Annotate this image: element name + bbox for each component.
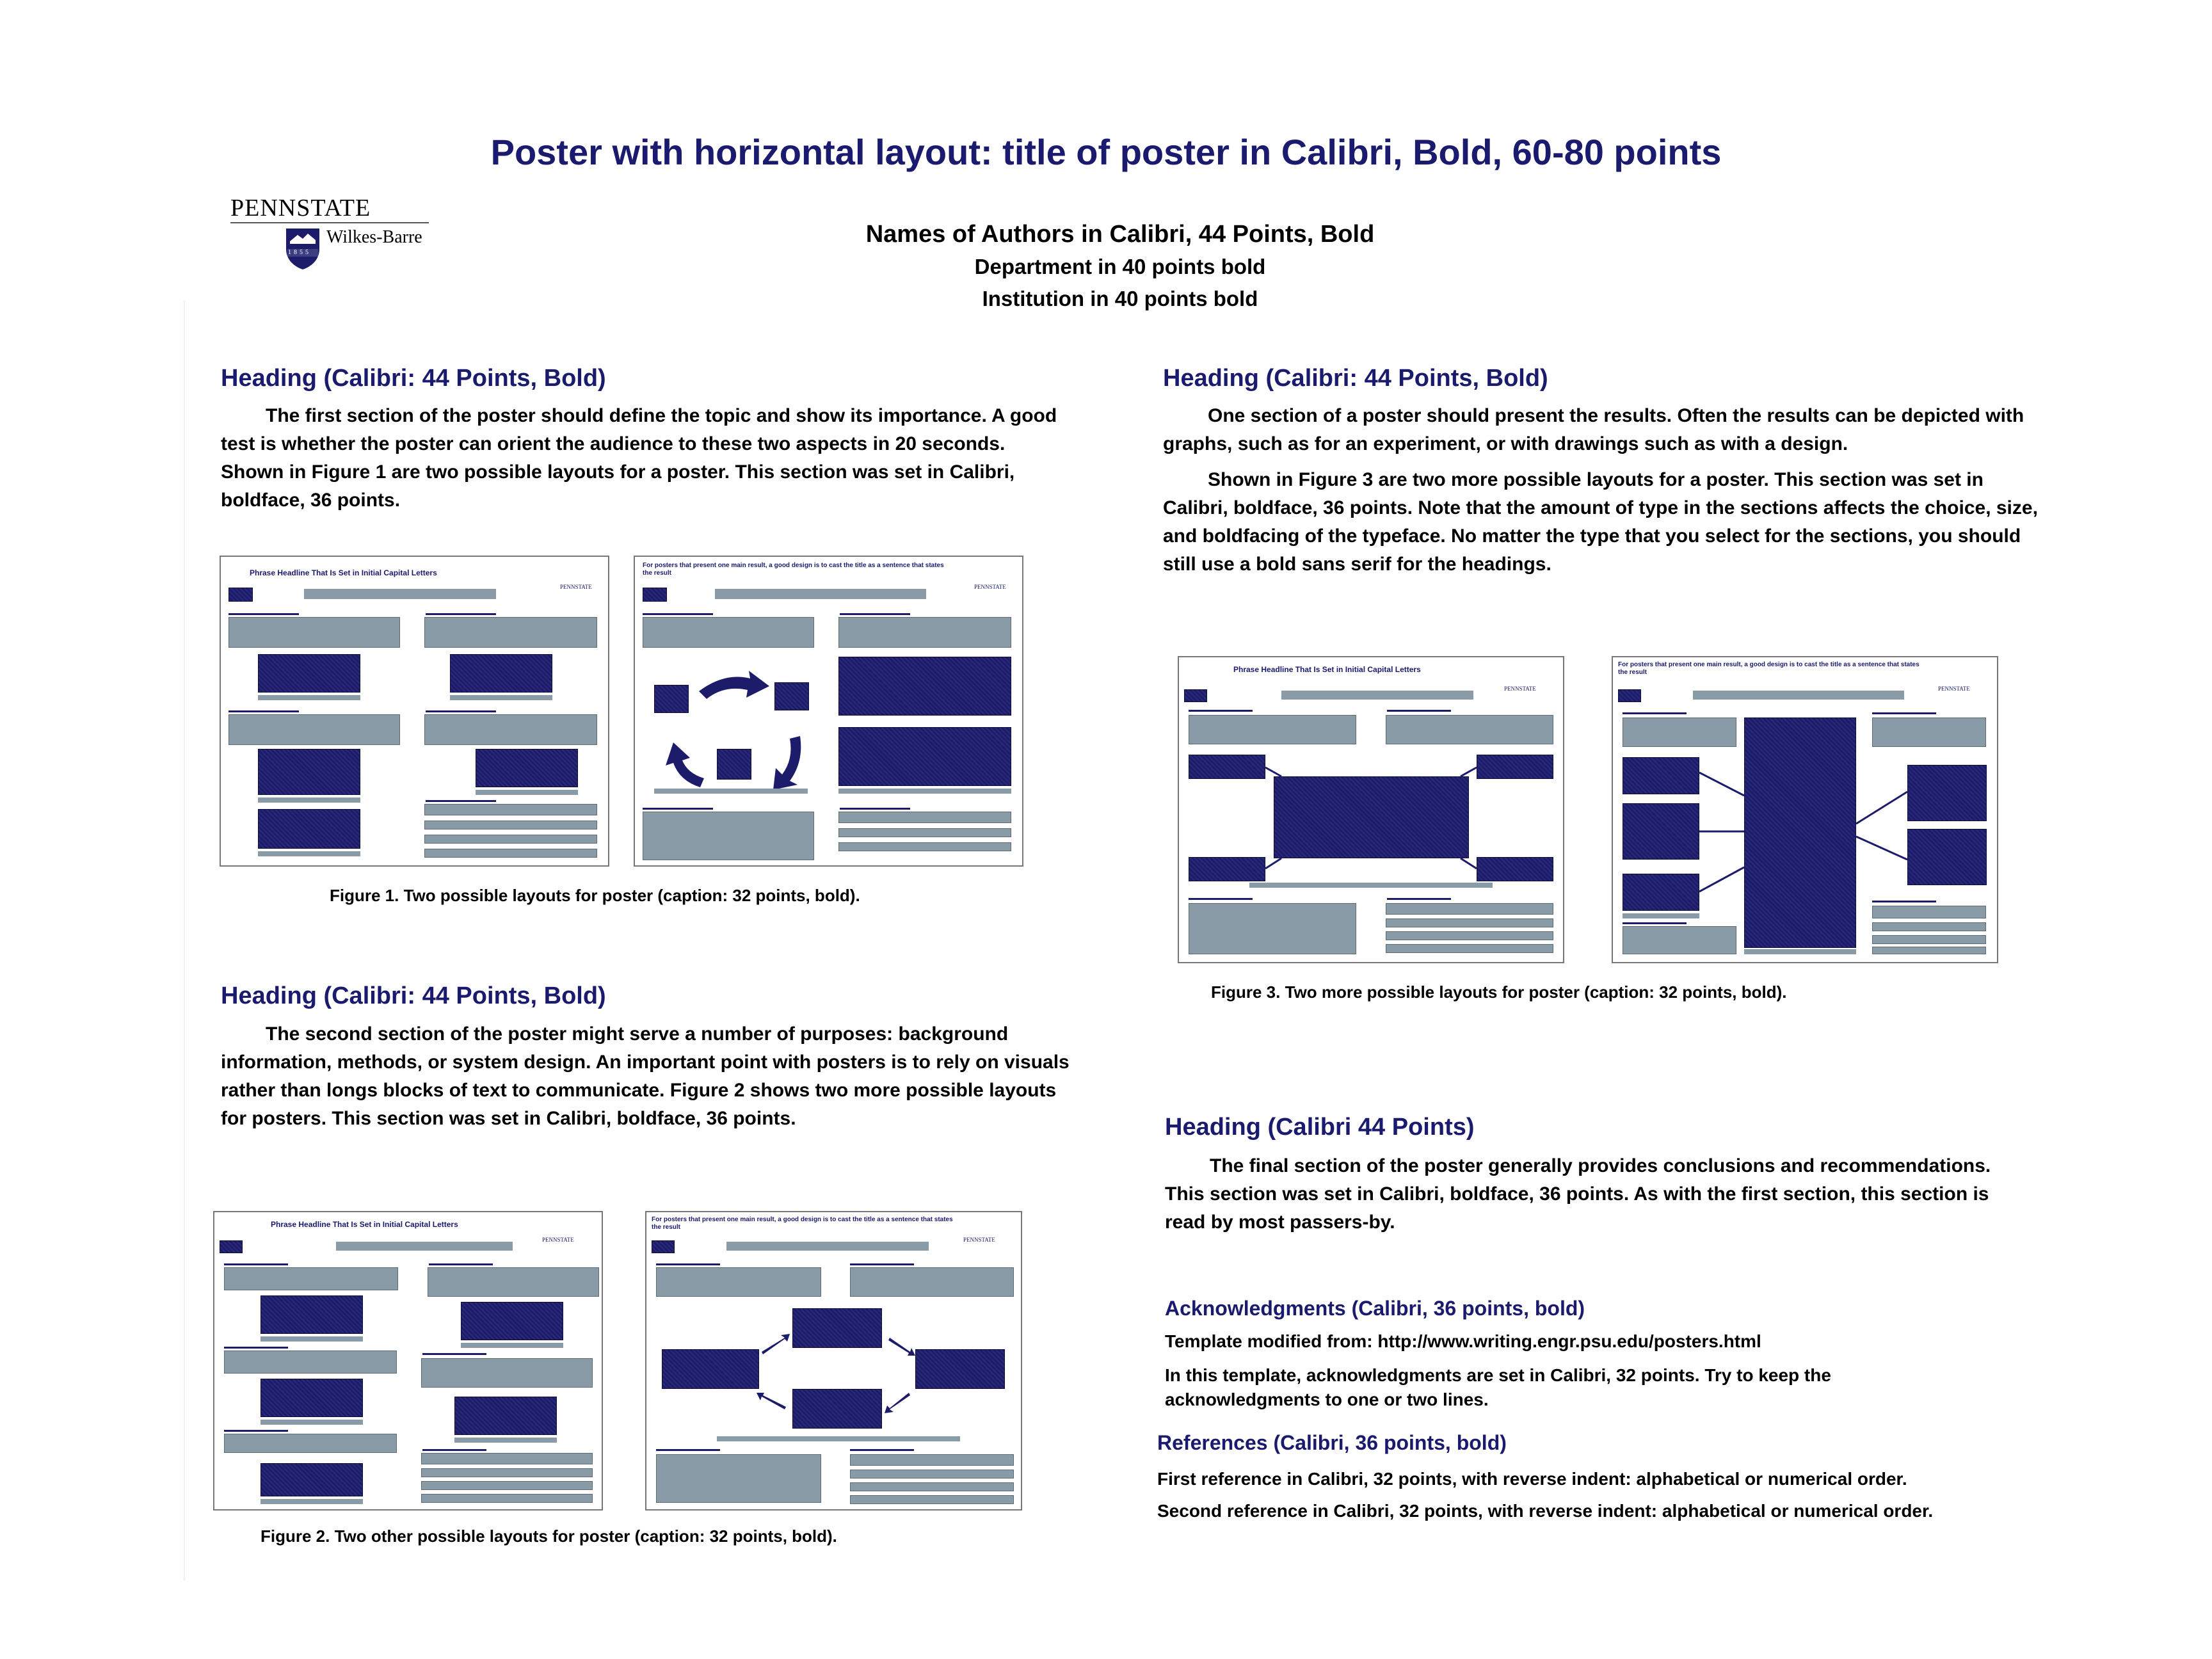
thumb-figure — [838, 727, 1011, 786]
figure2-layout-b — [645, 1211, 1022, 1511]
thumb-logo-box — [643, 588, 667, 602]
figure3-layout-b — [1612, 656, 1998, 963]
thumb-text-block — [838, 812, 1011, 823]
logo-campus: Wilkes-Barre — [326, 227, 422, 247]
thumb-text-block — [1623, 926, 1736, 954]
thumb-text-block — [1872, 717, 1986, 747]
acknowledgments-line1-content: Template modified from: http://www.writing.engr.psu.edu/posters.html — [1165, 1331, 1761, 1351]
thumb-rule — [429, 1263, 493, 1265]
thumb-rule — [1872, 712, 1936, 714]
page-edge-shade — [184, 301, 185, 1581]
thumb-title-bar — [336, 1242, 513, 1251]
thumb-rule — [1189, 898, 1253, 900]
thumb-figure — [476, 749, 578, 787]
department: Department in 40 points bold — [974, 255, 1266, 278]
thumb-headline: Phrase Headline That Is Set in Initial Capital Letters — [271, 1220, 458, 1229]
thumb-text-block — [850, 1470, 1014, 1479]
section3-text2-content: Shown in Figure 3 are two more possible layouts for a poster. This section was set in Calibri, boldface, 36 points. Note that the amount of type in the sections affects the choice, size, and boldfacing of the typeface. No matter the type that you select for the sections, you should still use a bold sans serif for the headings. — [1163, 469, 2038, 575]
thumb-caption — [654, 789, 808, 794]
thumb-caption — [461, 1343, 563, 1348]
thumb-text-block — [838, 828, 1011, 837]
thumb-title-bar — [726, 1242, 929, 1251]
cycle-arrows-icon — [648, 653, 827, 794]
thumb-rule — [422, 1449, 486, 1451]
thumb-text-block — [1386, 715, 1553, 744]
thumb-rule — [1387, 710, 1451, 712]
thumb-text-block — [1386, 931, 1553, 940]
thumb-text-block — [656, 1267, 821, 1297]
thumb-text-block — [850, 1495, 1014, 1504]
thumb-rule — [850, 1449, 914, 1451]
thumb-figure — [258, 654, 360, 693]
thumb-rule — [1387, 898, 1451, 900]
thumb-caption — [1744, 949, 1856, 954]
acknowledgments-line2 — [1165, 1363, 1971, 1412]
thumb-rule — [1623, 712, 1687, 714]
thumb-text-block — [228, 617, 400, 648]
thumb-text-block — [421, 1494, 593, 1503]
thumb-logo: PENNSTATE — [974, 584, 1006, 590]
connector-lines-icon — [1613, 753, 1997, 920]
thumb-caption — [1249, 883, 1493, 888]
thumb-headline: Phrase Headline That Is Set in Initial Capital Letters — [250, 568, 437, 577]
logo-wordmark: PENNSTATE — [230, 195, 371, 221]
thumb-logo-box — [220, 1240, 243, 1253]
thumb-text-block — [424, 804, 597, 815]
section3-text1-content: One section of a poster should present the results. Often the results can be depicted with graphs, such as for an experiment, or with drawings such as with a design. — [1163, 405, 2024, 454]
thumb-figure — [461, 1302, 563, 1340]
thumb-caption — [450, 695, 552, 700]
thumb-figure — [450, 654, 552, 693]
thumb-text-block — [1386, 903, 1553, 915]
thumb-caption — [838, 789, 1011, 794]
thumb-caption — [260, 1499, 363, 1504]
thumb-text-block — [1872, 947, 1986, 954]
figure2-caption: Figure 2. Two other possible layouts for poster (caption: 32 points, bold). — [260, 1527, 837, 1546]
thumb-rule — [426, 710, 496, 712]
logo-year: 1855 — [288, 249, 311, 256]
acknowledgments-line1 — [1165, 1329, 1971, 1354]
thumb-text-block — [1872, 935, 1986, 944]
thumb-text-block — [424, 849, 597, 858]
section2-text — [221, 1020, 1072, 1133]
figure1-layout-b — [634, 556, 1023, 867]
section1-text-content: The first section of the poster should define the topic and show its importance. A good test is whether the poster can orient the audience to these two aspects in 20 seconds. Shown in Figure 1 are two possible layouts for a poster. This section was set in Calibri, boldface, 36 points. — [221, 405, 1057, 511]
thumb-logo-box — [652, 1240, 675, 1253]
acknowledgments-line2-content: In this template, acknowledgments are set in Calibri, 32 points. Try to keep the acknowledgments to one or two lines. — [1165, 1365, 1831, 1409]
section2-heading: Heading (Calibri: 44 Points, Bold) — [221, 982, 606, 1009]
thumb-rule — [422, 1353, 486, 1355]
thumb-text-block — [224, 1267, 398, 1290]
thumb-logo: PENNSTATE — [1938, 685, 1970, 692]
reference-2: Second reference in Calibri, 32 points, with reverse indent: alphabetical or numerical order. — [1157, 1501, 1934, 1521]
thumb-text-block — [424, 714, 597, 745]
thumb-logo: PENNSTATE — [542, 1237, 574, 1243]
thumb-text-block — [421, 1358, 593, 1388]
section4-text-content: The final section of the poster generally provides conclusions and recommendations. This section was set in Calibri, boldface, 36 points. As with the first section, this section is read by most passers-by. — [1165, 1155, 1991, 1233]
thumb-figure — [260, 1463, 363, 1496]
figure1-layout-a — [220, 556, 609, 867]
thumb-caption — [258, 851, 360, 856]
thumb-caption — [260, 1420, 363, 1425]
thumb-rule — [643, 808, 713, 810]
thumb-figure — [258, 809, 360, 849]
thumb-sentence: For posters that present one main result, a good design is to cast the title as a sentence that states the result — [652, 1216, 953, 1231]
section2-text-content: The second section of the poster might serve a number of purposes: background information, methods, or system design. An important point with posters is to rely on visuals rather than longs blocks of text to communicate. Figure 2 shows two more possible layouts for posters. This section was set in Calibri, boldface, 36 points. — [221, 1023, 1070, 1129]
thumb-text-block — [1386, 918, 1553, 927]
thumb-figure — [838, 657, 1011, 716]
thumb-rule — [426, 800, 496, 802]
thumb-rule — [840, 808, 910, 810]
references-heading: References (Calibri, 36 points, bold) — [1157, 1431, 1507, 1454]
figure1-caption: Figure 1. Two possible layouts for poster (caption: 32 points, bold). — [330, 886, 860, 905]
thumb-caption — [476, 790, 578, 795]
thumb-logo: PENNSTATE — [963, 1237, 995, 1243]
institution: Institution in 40 points bold — [982, 287, 1258, 310]
pennstate-logo — [230, 195, 435, 272]
thumb-text-block — [228, 714, 400, 745]
section3-heading: Heading (Calibri: 44 Points, Bold) — [1163, 365, 1548, 392]
figure3-caption: Figure 3. Two more possible layouts for poster (caption: 32 points, bold). — [1211, 982, 1787, 1002]
thumb-figure — [454, 1397, 557, 1435]
thumb-text-block — [850, 1482, 1014, 1491]
authors: Names of Authors in Calibri, 44 Points, Bold — [865, 221, 1375, 248]
thumb-title-bar — [1693, 691, 1904, 700]
thumb-text-block — [224, 1350, 397, 1374]
thumb-text-block — [1189, 715, 1356, 744]
thumb-rule — [224, 1347, 288, 1349]
thumb-rule — [656, 1263, 720, 1265]
thumb-rule — [850, 1263, 914, 1265]
thumb-caption — [260, 1336, 363, 1342]
thumb-text-block — [421, 1468, 593, 1477]
thumb-text-block — [838, 842, 1011, 851]
thumb-rule — [228, 710, 299, 712]
thumb-sentence: For posters that present one main result, a good design is to cast the title as a sentence that states the result — [643, 562, 944, 577]
section3-text2 — [1163, 466, 2040, 579]
thumb-text-block — [421, 1453, 593, 1464]
thumb-logo-box — [228, 588, 253, 602]
acknowledgments-heading: Acknowledgments (Calibri, 36 points, bold) — [1165, 1297, 1585, 1320]
thumb-rule — [656, 1449, 720, 1451]
thumb-text-block — [656, 1454, 821, 1503]
thumb-text-block — [421, 1481, 593, 1490]
thumb-text-block — [1189, 903, 1356, 954]
thumb-text-block — [850, 1267, 1014, 1297]
thumb-sentence: For posters that present one main result, a good design is to cast the title as a sentence that states the result — [1618, 661, 1919, 676]
thumb-text-block — [224, 1434, 397, 1453]
thumb-text-block — [1623, 717, 1736, 747]
thumb-text-block — [838, 617, 1011, 648]
thumb-rule — [1872, 901, 1936, 902]
thumb-rule — [224, 1263, 288, 1265]
section3-text1 — [1163, 402, 2040, 458]
thumb-logo-box — [1184, 689, 1207, 702]
thumb-text-block — [1872, 906, 1986, 918]
thumb-rule — [840, 613, 910, 615]
thumb-text-block — [424, 617, 597, 648]
thumb-logo-box — [1618, 689, 1641, 702]
thumb-caption — [454, 1438, 557, 1443]
thumb-logo: PENNSTATE — [560, 584, 592, 590]
thumb-caption — [717, 1436, 960, 1441]
thumb-caption — [258, 695, 360, 700]
thumb-text-block — [1872, 922, 1986, 931]
thumb-title-bar — [1281, 691, 1473, 700]
thumb-rule — [643, 613, 713, 615]
section4-text — [1165, 1152, 2016, 1237]
thumb-text-block — [428, 1267, 599, 1297]
flow-arrows-icon — [742, 1327, 934, 1423]
thumb-headline: Phrase Headline That Is Set in Initial Capital Letters — [1233, 665, 1421, 674]
thumb-text-block — [643, 812, 814, 860]
thumb-title-bar — [715, 589, 926, 599]
thumb-logo: PENNSTATE — [1504, 685, 1536, 692]
thumb-text-block — [643, 617, 814, 648]
thumb-text-block — [850, 1454, 1014, 1466]
thumb-caption — [1623, 913, 1699, 918]
thumb-text-block — [1386, 944, 1553, 953]
poster-title: Poster with horizontal layout: title of poster in Calibri, Bold, 60-80 points — [490, 132, 1722, 172]
thumb-rule — [224, 1430, 288, 1432]
thumb-text-block — [424, 835, 597, 844]
thumb-rule — [1189, 710, 1253, 712]
thumb-title-bar — [304, 589, 496, 599]
figure3-layout-a — [1178, 656, 1564, 963]
thumb-rule — [426, 613, 496, 615]
thumb-figure — [258, 749, 360, 795]
thumb-figure — [260, 1379, 363, 1417]
thumb-rule — [1623, 922, 1687, 924]
thumb-caption — [258, 797, 360, 803]
section4-heading: Heading (Calibri 44 Points) — [1165, 1114, 1475, 1141]
section1-heading: Heading (Calibri: 44 Points, Bold) — [221, 365, 606, 392]
section1-text — [221, 402, 1072, 515]
thumb-text-block — [424, 821, 597, 830]
logo-rule — [230, 222, 429, 223]
figure2-layout-a — [213, 1211, 603, 1511]
reference-1: First reference in Calibri, 32 points, with reverse indent: alphabetical or numerical order. — [1157, 1469, 1907, 1489]
thumb-figure — [260, 1295, 363, 1334]
thumb-rule — [228, 613, 299, 615]
connector-lines-icon — [1179, 747, 1563, 888]
